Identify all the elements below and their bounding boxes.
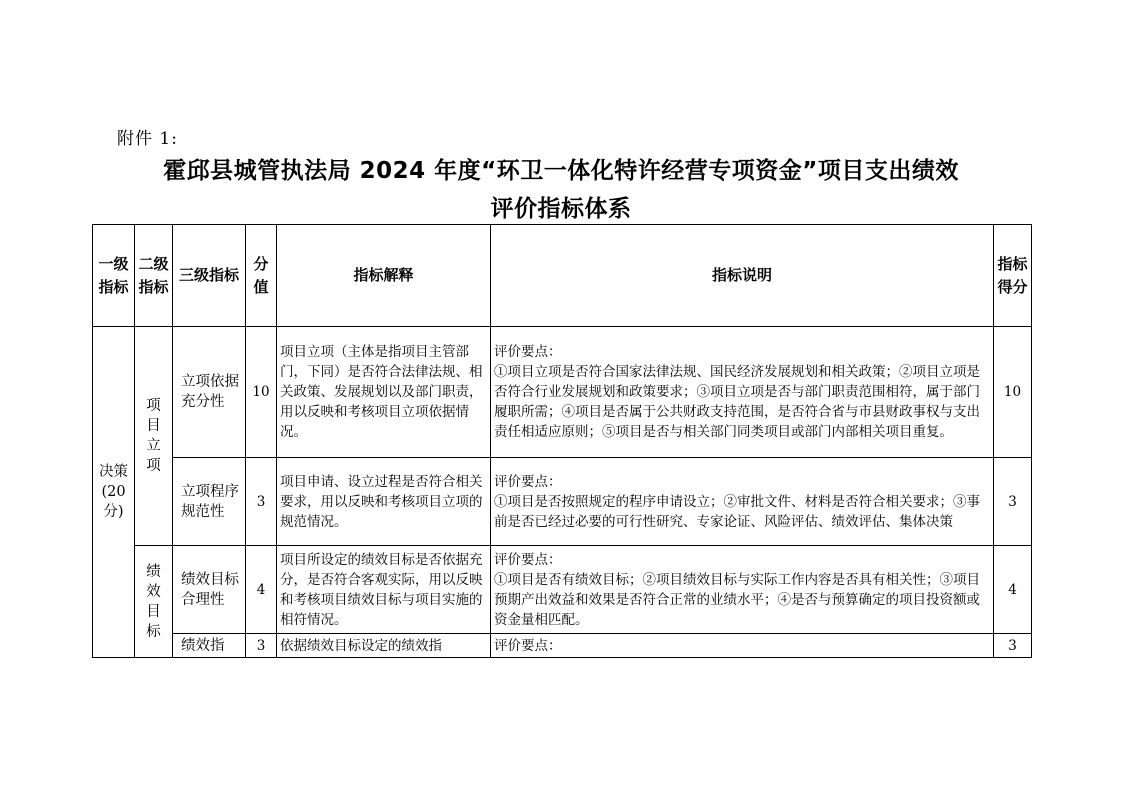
header-level3: 三级指标: [173, 225, 246, 327]
header-earned: 指标得分: [994, 225, 1032, 327]
level3-cell: 立项依据充分性: [173, 327, 246, 458]
explanation-cell: 项目所设定的绩效目标是否依据充分，是否符合客观实际，用以反映和考核项目绩效目标与项目实施的相符情况。: [277, 546, 491, 634]
table-row: [93, 458, 1032, 546]
level3-cell: 绩效目标合理性: [173, 546, 246, 634]
document-title-line-1: 霍邱县城管执法局 2024 年度“环卫一体化特许经营专项资金”项目支出绩效: [163, 158, 959, 184]
score-cell: 4: [246, 546, 277, 634]
earned-score-cell: 3: [994, 458, 1032, 546]
attachment-label: 附件 1:: [117, 129, 178, 149]
level2-performance-target-cell: [135, 546, 173, 658]
header-level2: 二级指标: [135, 225, 173, 327]
table-row: [93, 327, 1032, 458]
level1-decision-cell: 决策 (20 分): [93, 327, 135, 658]
level3-cell: 立项程序规范性: [173, 458, 246, 546]
description-cell: 评价要点： ①项目立项是否符合国家法律法规、国民经济发展规划和相关政策；②项目立项是否符合行业发展规划和政策要求；③项目立项是否与部门职责范围相符，属于部门履职所需；④项目是否属于公共财政支持范围，是否符合省与市县财政事权与支出责任相适应原则；⑤项目是否与相关部门同类项目或部门内部相关项目重复。: [491, 327, 994, 458]
header-explanation: 指标解释: [277, 225, 491, 327]
evaluation-index-table: [92, 224, 1032, 658]
level3-cell: 绩效指: [173, 634, 246, 658]
description-cell: 评价要点： ①项目是否有绩效目标；②项目绩效目标与实际工作内容是否具有相关性；③项目预期产出效益和效果是否符合正常的业绩水平；④是否与预算确定的项目投资额或资金量相匹配。: [491, 546, 994, 634]
score-cell: 3: [246, 458, 277, 546]
score-cell: 3: [246, 634, 277, 658]
document-title-line-2: 评价指标体系: [490, 196, 632, 222]
explanation-cell: 项目立项（主体是指项目主管部门，下同）是否符合法律法规、相关政策、发展规划以及部门职责，用以反映和考核项目立项依据情况。: [277, 327, 491, 458]
earned-score-cell: 10: [994, 327, 1032, 458]
table-row: [93, 634, 1032, 658]
explanation-cell: 项目申请、设立过程是否符合相关要求，用以反映和考核项目立项的规范情况。: [277, 458, 491, 546]
level2-project-setup-cell: [135, 327, 173, 546]
earned-score-cell: 3: [994, 634, 1032, 658]
table-row: [93, 546, 1032, 634]
table-header-row: [93, 225, 1032, 327]
score-cell: 10: [246, 327, 277, 458]
level2-performance-target-label: 绩效目标: [146, 563, 161, 640]
header-score: 分值: [246, 225, 277, 327]
header-level1: 一级指标: [93, 225, 135, 327]
description-cell: 评价要点：: [491, 634, 994, 658]
level2-project-setup-label: 项目立项: [146, 398, 161, 474]
earned-score-cell: 4: [994, 546, 1032, 634]
header-description: 指标说明: [491, 225, 994, 327]
description-cell: 评价要点： ①项目是否按照规定的程序申请设立；②审批文件、材料是否符合相关要求；③事前是否已经过必要的可行性研究、专家论证、风险评估、绩效评估、集体决策: [491, 458, 994, 546]
explanation-cell: 依据绩效目标设定的绩效指: [277, 634, 491, 658]
